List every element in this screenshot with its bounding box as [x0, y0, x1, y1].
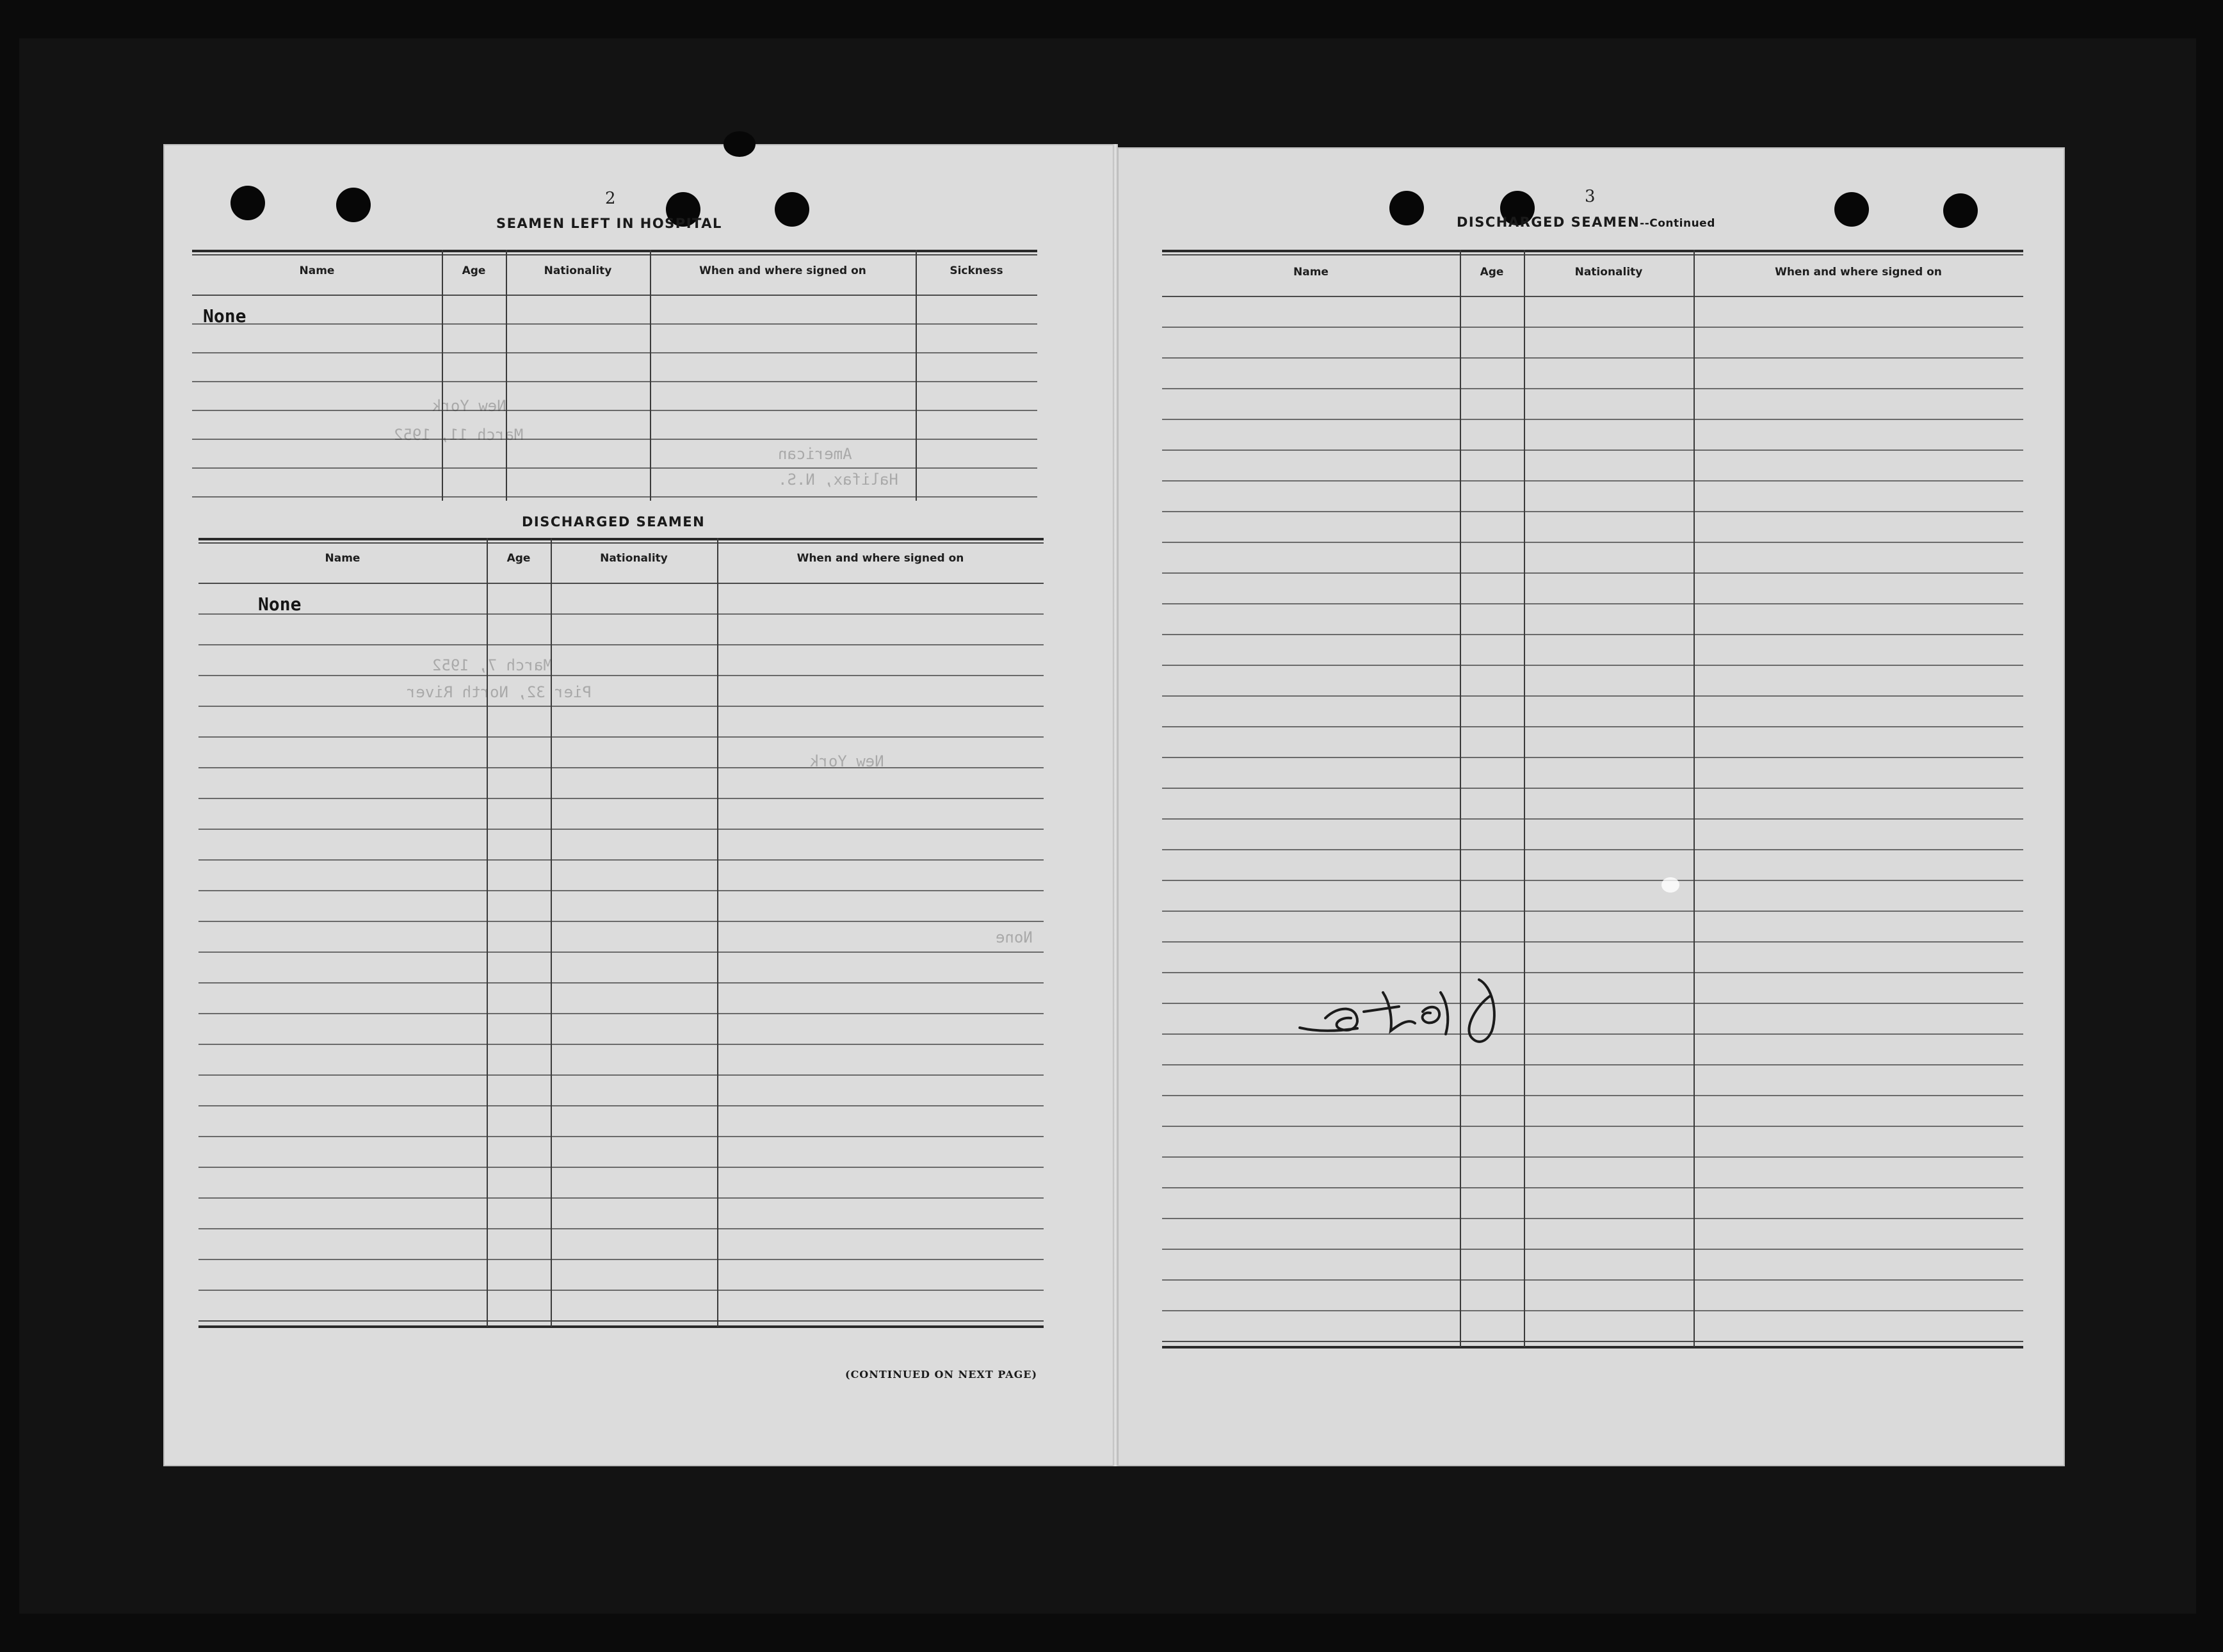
- col-header-name: Name: [299, 264, 335, 277]
- col-header-age: Age: [506, 552, 531, 565]
- left-page: [163, 144, 1114, 1466]
- hospital-table: [192, 250, 1037, 506]
- bleed-through-text: New York: [810, 752, 884, 770]
- col-header-signed-on: When and where signed on: [699, 264, 866, 277]
- hospital-section-title: SEAMEN LEFT IN HOSPITAL: [496, 216, 722, 231]
- col-header-signed-on: When and where signed on: [1775, 266, 1942, 279]
- discharged-section-title: DISCHARGED SEAMEN: [522, 514, 706, 530]
- bleed-through-text: March 11, 1952: [394, 426, 524, 444]
- bleed-through-text: None: [996, 928, 1033, 946]
- bleed-through-text: New York: [432, 397, 506, 415]
- punch-hole: [1943, 193, 1978, 228]
- col-header-name: Name: [325, 552, 360, 565]
- col-header-age: Age: [462, 264, 486, 277]
- col-header-name: Name: [1293, 266, 1329, 279]
- bleed-through-text: Pier 32, North River: [407, 683, 592, 701]
- page-number: 2: [605, 189, 616, 208]
- torn-edge: [723, 131, 756, 157]
- col-header-age: Age: [1480, 266, 1504, 279]
- col-header-sickness: Sickness: [950, 264, 1003, 277]
- col-header-nationality: Nationality: [1574, 266, 1643, 279]
- discharged-continued-title: [1457, 215, 1715, 230]
- punch-hole: [230, 186, 265, 220]
- punch-hole: [1389, 191, 1424, 225]
- right-page: [1117, 147, 2065, 1466]
- discharged-table: [198, 538, 1044, 1498]
- bleed-through-text: American: [778, 445, 852, 463]
- discharged-entry: None: [258, 594, 302, 615]
- continued-suffix: --Continued: [1640, 217, 1715, 230]
- hospital-entry: None: [203, 305, 247, 327]
- continued-note: (CONTINUED ON NEXT PAGE): [845, 1368, 1038, 1381]
- bleed-through-text: Halifax, N.S.: [778, 471, 898, 489]
- col-header-signed-on: When and where signed on: [796, 552, 964, 565]
- discharged-continued-table: [1162, 250, 2023, 1505]
- page-number: 3: [1585, 187, 1596, 206]
- col-header-nationality: Nationality: [544, 264, 612, 277]
- discharged-continued-label: DISCHARGED SEAMEN: [1457, 215, 1640, 230]
- punch-hole: [1834, 192, 1869, 227]
- col-header-nationality: Nationality: [600, 552, 668, 565]
- bleed-through-text: March 7, 1952: [432, 656, 553, 674]
- signature: [1287, 967, 1517, 1050]
- paper-smudge: [1661, 877, 1679, 893]
- punch-hole: [775, 192, 809, 227]
- punch-hole: [336, 188, 371, 222]
